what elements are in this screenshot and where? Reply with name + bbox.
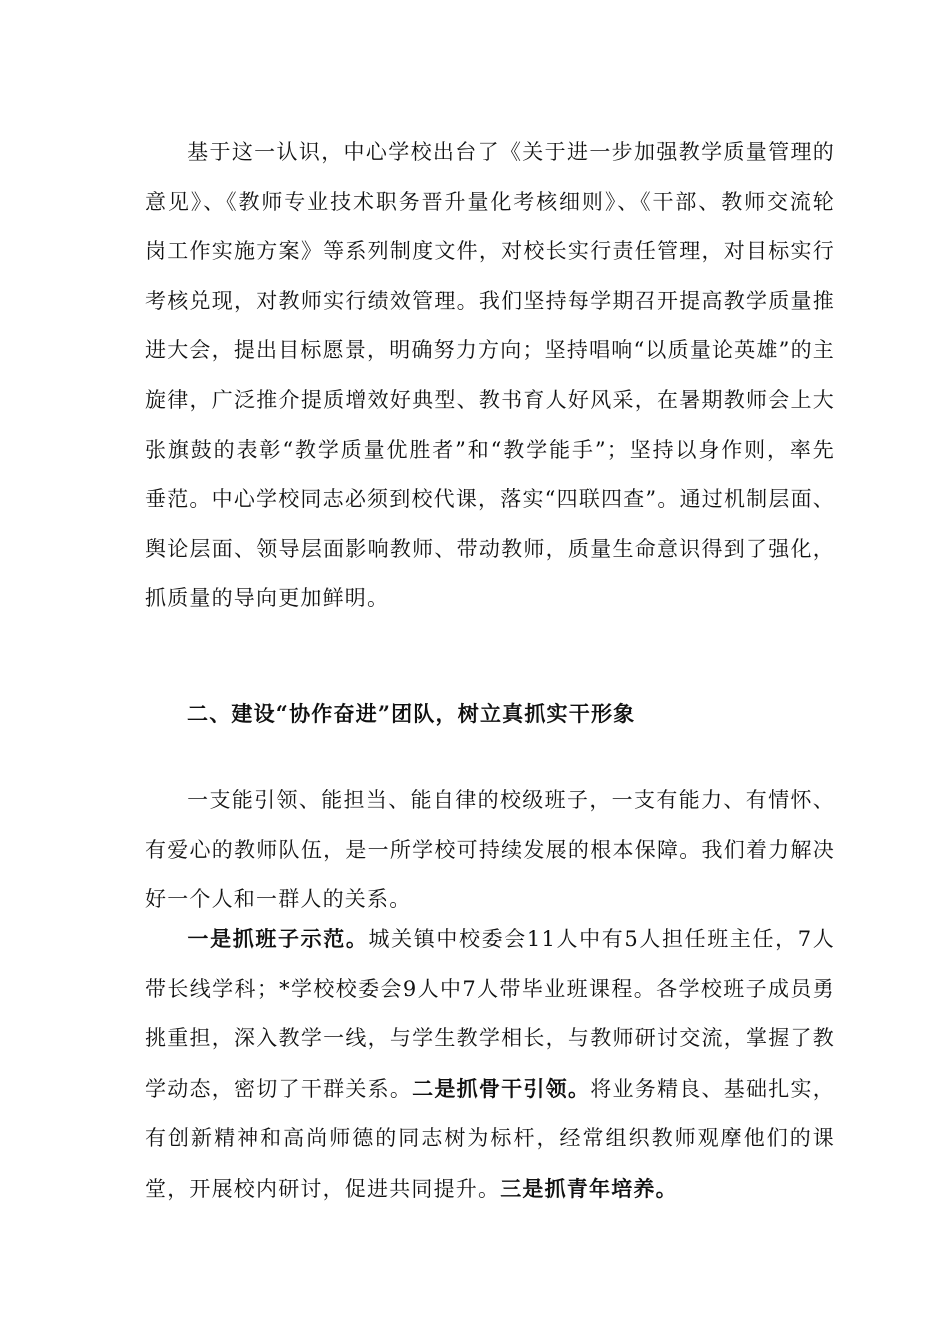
paragraph-text: 城关镇中校委会11人中有5人担任班主任，7人带长线学科；*学校校委会9人中7人带毕业班课程。各学校班子成员勇挑重担，深入教学一线，与学生教学相长，与教师研讨交流，掌握了教学动态，密切了干群关系。 [145, 927, 835, 1101]
paragraph-team-intro [145, 776, 835, 925]
lead-phrase-leadership: 一是抓班子示范。 [187, 926, 369, 951]
section-heading-2: 二、建设“协作奋进”团队，树立真抓实干形象 [187, 701, 636, 726]
lead-phrase-youth: 三是抓青年培养。 [500, 1175, 678, 1201]
paragraph-team-measures [145, 914, 835, 1215]
paragraph-text: 一支能引领、能担当、能自律的校级班子，一支有能力、有情怀、有爱心的教师队伍，是一所学校可持续发展的根本保障。我们着力解决好一个人和一群人的关系。 [145, 788, 835, 912]
paragraph-quality-management [145, 128, 835, 624]
paragraph-text: 将业务精良、基础扎实，有创新精神和高尚师德的同志树为标杆，经常组织教师观摩他们的课堂，开展校内研讨，促进共同提升。 [145, 1076, 835, 1201]
lead-phrase-backbone: 二是抓骨干引领。 [412, 1075, 591, 1101]
paragraph-text: 基于这一认识，中心学校出台了《关于进一步加强教学质量管理的意见》、《教师专业技术职务晋升量化考核细则》、《干部、教师交流轮岗工作实施方案》等系列制度文件，对校长实行责任管理，对目标实行考核兑现，对教师实行绩效管理。我们坚持每学期召开提高教学质量推进大会，提出目标愿景，明确努力方向；坚持唱响“以质量论英雄”的主旋律，广泛推介提质增效好典型、教书育人好风采，在暑期教师会上大张旗鼓的表彰“教学质量优胜者”和“教学能手”；坚持以身作则，率先垂范。中心学校同志必须到校代课，落实“四联四查”。通过机制层面、舆论层面、领导层面影响教师、带动教师，质量生命意识得到了强化，抓质量的导向更加鲜明。 [145, 140, 835, 611]
